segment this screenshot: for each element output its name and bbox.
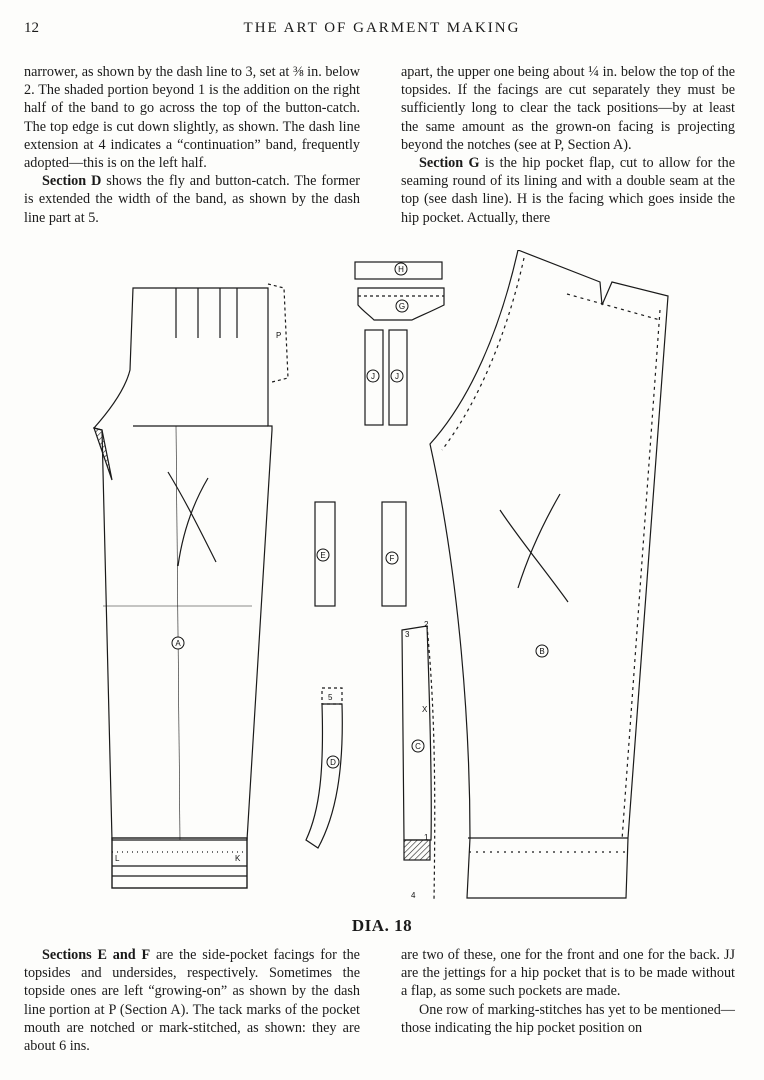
label-section-g: G — [398, 302, 406, 311]
section-lead: Sections E and F — [42, 947, 151, 963]
label-section-j: J — [371, 372, 375, 381]
label-1: 1 — [424, 833, 429, 842]
paragraph: are two of these, one for the front and one for the back. JJ are the jettings for a hip pocket that is to be made without a flap, as some such pockets are made. — [401, 947, 735, 1000]
text-column-bottom-right — [401, 946, 735, 1037]
label-section-e: E — [320, 551, 326, 560]
section-lead: Section D — [42, 173, 102, 190]
paragraph-text: is the hip pocket flap, cut to allow for the seaming round of its lining and with a double seam at the top (see dash line). H is the facing which goes inside the hip pocket. Actually, there — [401, 155, 735, 226]
label-section-b: B — [539, 647, 545, 656]
label-section-a: A — [175, 639, 181, 648]
label-section-f: F — [389, 554, 395, 563]
label-4: 4 — [411, 891, 416, 900]
label-k: K — [235, 854, 241, 863]
label-p: P — [276, 331, 282, 340]
label-x: X — [422, 705, 428, 714]
label-section-j: J — [395, 372, 399, 381]
paragraph — [401, 154, 735, 227]
paragraph: One row of marking-stitches has yet to be mentioned—those indicating the hip pocket position on — [401, 1001, 735, 1036]
pattern-diagram — [0, 250, 764, 910]
section-b-piece — [430, 250, 668, 898]
paragraph-text: are the side-pocket facings for the topsides and undersides, respectively. Sometimes the topside ones are left “growing-on” as shown by the dash line portion at P (Section A). The tack marks of the pocket mouth are notched or mark-stitched, as shown: they are about 6 ins. — [24, 947, 360, 1055]
section-c-piece — [402, 626, 435, 900]
section-d-piece — [306, 688, 342, 848]
paragraph — [24, 946, 360, 1055]
label-section-d: D — [330, 758, 336, 767]
label-section-h: H — [398, 265, 404, 274]
section-lead: Section G — [419, 155, 480, 172]
label-5: 5 — [328, 693, 333, 702]
section-a-piece — [94, 284, 288, 888]
paragraph — [24, 172, 360, 227]
page-number: 12 — [24, 20, 39, 36]
paragraph: narrower, as shown by the dash line to 3, set at ⅜ in. below 2. The shaded portion beyond 1 is the addition on the right half of the band to go across the top of the button-catch. The top edge is cut down slightly, as shown. The dash line extension at 4 indicates a “continuation” band, frequently adopted—this is on the left half. — [24, 64, 360, 172]
label-section-c: C — [415, 742, 421, 751]
text-column-top-left — [24, 63, 360, 227]
running-title: THE ART OF GARMENT MAKING — [243, 20, 521, 36]
label-3: 3 — [405, 630, 410, 639]
paragraph: apart, the upper one being about ¼ in. below the top of the topsides. If the facings are cut separately they must be sufficiently long to clear the tack positions—by at least the same amount as the grown-on facing is projecting beyond the notches (see at P, Section A). — [401, 64, 735, 153]
figure-caption: DIA. 18 — [351, 916, 413, 935]
paragraph-text: shows the fly and button-catch. The former is extended the width of the band, as shown by the dash line part at 5. — [24, 173, 360, 226]
text-column-top-right — [401, 63, 735, 227]
label-2: 2 — [424, 620, 429, 629]
text-column-bottom-left — [24, 946, 360, 1055]
label-l: L — [115, 854, 120, 863]
